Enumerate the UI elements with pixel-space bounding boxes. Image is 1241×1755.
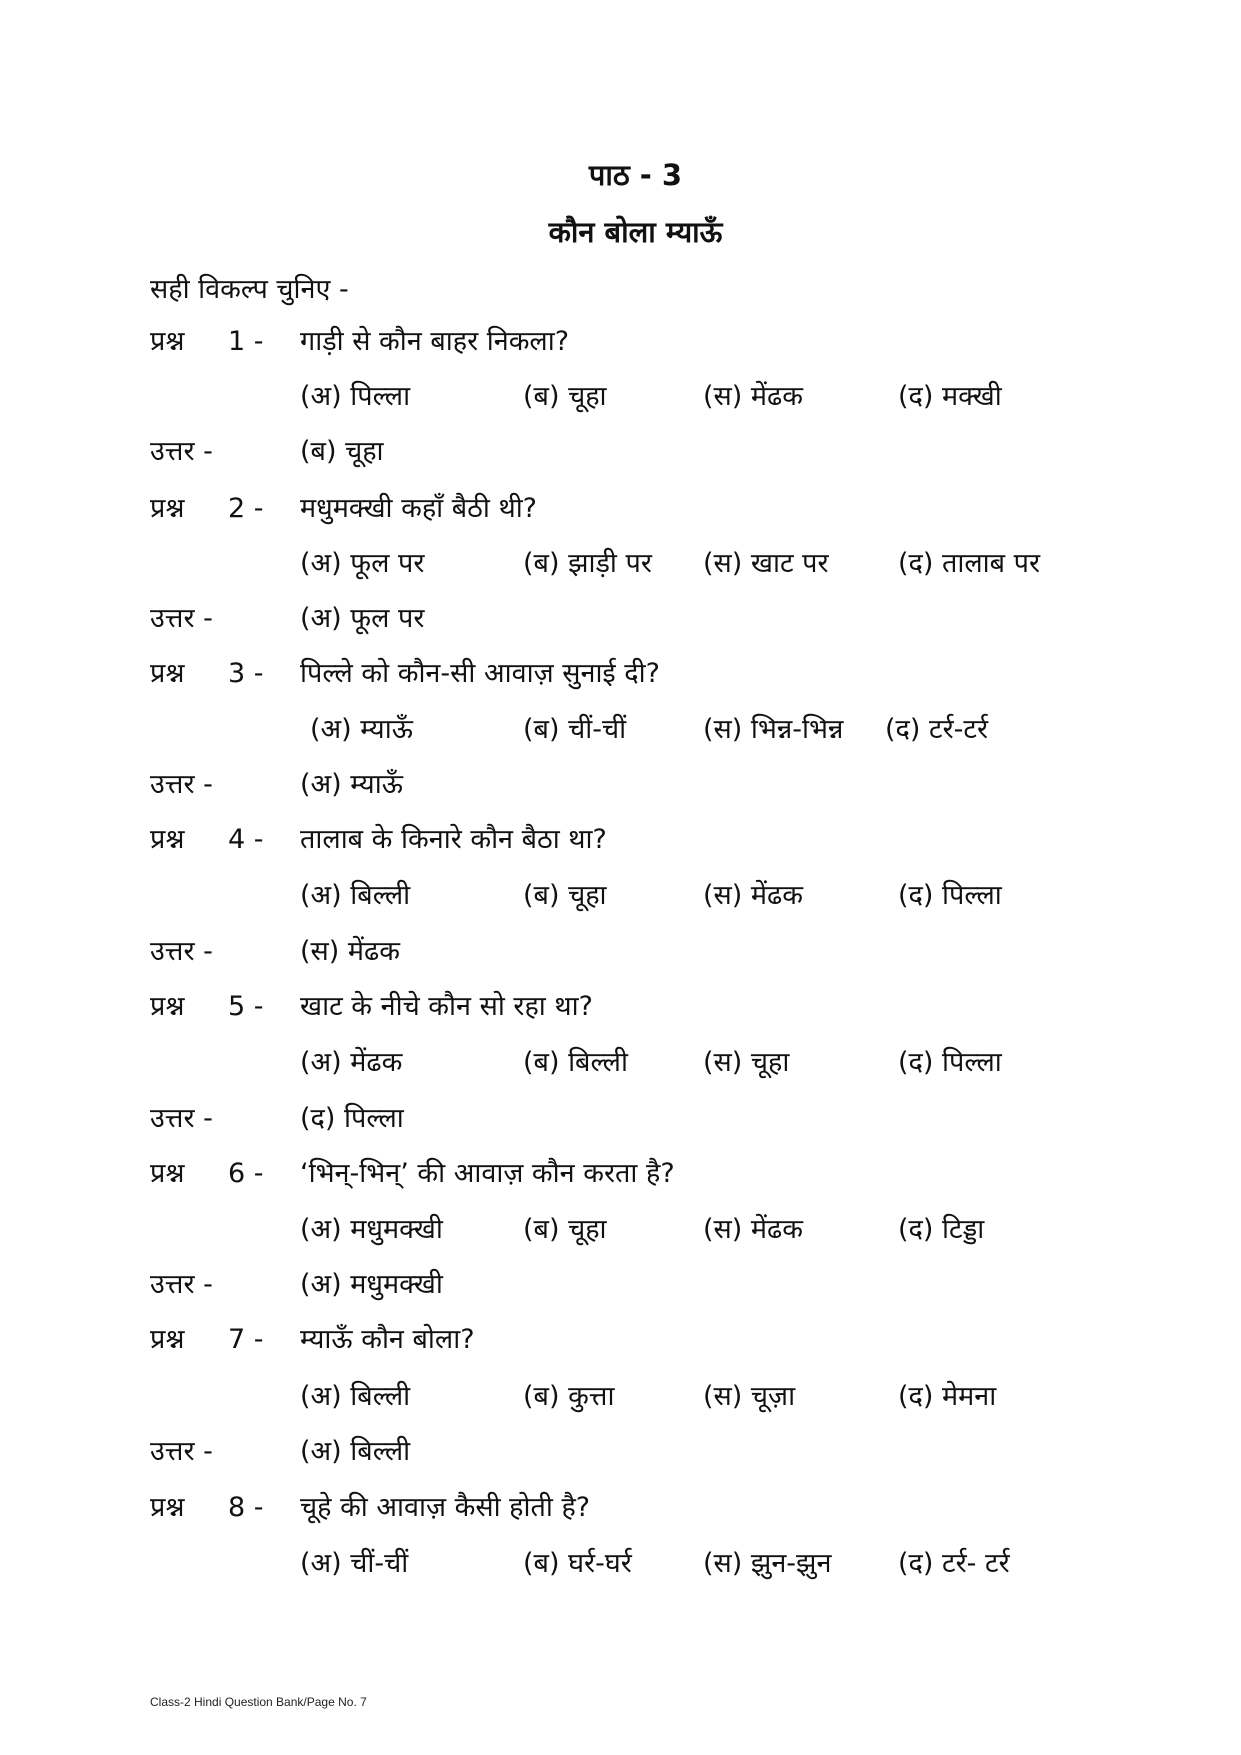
question-number: 1 -	[228, 326, 264, 357]
answer-text: (द) पिल्ला	[300, 1103, 404, 1134]
question-row	[0, 818, 1241, 862]
option-c: (स) मेंढक	[703, 381, 803, 412]
question-row	[0, 985, 1241, 1029]
options-row	[0, 542, 1241, 586]
question-number: 5 -	[228, 991, 264, 1022]
option-a: (अ) बिल्ली	[300, 880, 411, 911]
answer-label: उत्तर -	[150, 603, 213, 634]
answer-row	[0, 1097, 1241, 1141]
question-label: प्रश्न	[150, 326, 185, 357]
question-number: 6 -	[228, 1158, 264, 1189]
instruction-text: सही विकल्प चुनिए -	[150, 274, 349, 305]
question-row	[0, 487, 1241, 531]
option-a: (अ) पिल्ला	[300, 381, 411, 412]
question-row	[0, 652, 1241, 696]
option-a: (अ) मधुमक्खी	[300, 1214, 443, 1245]
option-d: (द) टिड्डा	[898, 1214, 985, 1245]
question-text: मधुमक्खी कहाँ बैठी थी?	[300, 493, 538, 524]
option-c: (स) मेंढक	[703, 1214, 803, 1245]
answer-text: (ब) चूहा	[300, 436, 384, 467]
option-d: (द) मेमना	[898, 1381, 997, 1412]
answer-label: उत्तर -	[150, 1269, 213, 1300]
question-number: 2 -	[228, 493, 264, 524]
question-label: प्रश्न	[150, 1492, 185, 1523]
option-c: (स) खाट पर	[703, 548, 829, 579]
question-text: म्याऊँ कौन बोला?	[300, 1324, 475, 1355]
option-b: (ब) चूहा	[523, 381, 607, 412]
option-a: (अ) म्याऊँ	[310, 714, 413, 745]
question-number: 8 -	[228, 1492, 264, 1523]
question-row	[0, 320, 1241, 364]
option-a: (अ) चीं-चीं	[300, 1548, 409, 1579]
page-footer: Class-2 Hindi Question Bank/Page No. 7	[150, 1695, 367, 1709]
answer-row	[0, 1430, 1241, 1474]
answer-label: उत्तर -	[150, 769, 213, 800]
question-row	[0, 1486, 1241, 1530]
option-a: (अ) फूल पर	[300, 548, 425, 579]
option-d: (द) पिल्ला	[898, 1047, 1002, 1078]
option-d: (द) पिल्ला	[898, 880, 1002, 911]
option-c: (स) भिन्न-भिन्न	[703, 714, 844, 745]
question-label: प्रश्न	[150, 824, 185, 855]
answer-label: उत्तर -	[150, 1103, 213, 1134]
question-text: खाट के नीचे कौन सो रहा था?	[300, 991, 593, 1022]
option-b: (ब) चूहा	[523, 880, 607, 911]
question-text: पिल्ले को कौन-सी आवाज़ सुनाई दी?	[300, 658, 660, 689]
option-d: (द) टर्र- टर्र	[898, 1548, 1010, 1579]
question-text: गाड़ी से कौन बाहर निकला?	[300, 326, 570, 357]
options-row	[0, 874, 1241, 918]
question-text: ‘भिन्-भिन्’ की आवाज़ कौन करता है?	[300, 1158, 675, 1189]
question-number: 3 -	[228, 658, 264, 689]
answer-label: उत्तर -	[150, 1436, 213, 1467]
lesson-title: कौन बोला म्याऊँ	[548, 215, 723, 249]
options-row	[0, 1041, 1241, 1085]
option-b: (ब) कुत्ता	[523, 1381, 615, 1412]
answer-text: (अ) मधुमक्खी	[300, 1269, 443, 1300]
answer-text: (स) मेंढक	[300, 936, 400, 967]
answer-row	[0, 430, 1241, 474]
answer-row	[0, 1263, 1241, 1307]
question-row	[0, 1318, 1241, 1362]
option-b: (ब) चीं-चीं	[523, 714, 627, 745]
question-number: 7 -	[228, 1324, 264, 1355]
answer-label: उत्तर -	[150, 936, 213, 967]
question-label: प्रश्न	[150, 493, 185, 524]
option-d: (द) टर्र-टर्र	[885, 714, 989, 745]
option-b: (ब) चूहा	[523, 1214, 607, 1245]
option-c: (स) मेंढक	[703, 880, 803, 911]
option-d: (द) मक्खी	[898, 381, 1002, 412]
question-number: 4 -	[228, 824, 264, 855]
answer-row	[0, 597, 1241, 641]
options-row	[0, 1375, 1241, 1419]
question-label: प्रश्न	[150, 1158, 185, 1189]
option-c: (स) चूज़ा	[703, 1381, 796, 1412]
option-b: (ब) झाड़ी पर	[523, 548, 652, 579]
answer-row	[0, 763, 1241, 807]
options-row	[0, 1542, 1241, 1586]
answer-text: (अ) म्याऊँ	[300, 769, 403, 800]
option-b: (ब) घर्र-घर्र	[523, 1548, 632, 1579]
answer-label: उत्तर -	[150, 436, 213, 467]
question-label: प्रश्न	[150, 1324, 185, 1355]
answer-text: (अ) बिल्ली	[300, 1436, 411, 1467]
answer-row	[0, 930, 1241, 974]
options-row	[0, 708, 1241, 752]
lesson-number: पाठ - 3	[588, 158, 683, 192]
question-row	[0, 1152, 1241, 1196]
question-text: चूहे की आवाज़ कैसी होती है?	[300, 1492, 591, 1523]
question-label: प्रश्न	[150, 658, 185, 689]
options-row	[0, 1208, 1241, 1252]
options-row	[0, 375, 1241, 419]
option-a: (अ) बिल्ली	[300, 1381, 411, 1412]
option-c: (स) झुन-झुन	[703, 1548, 832, 1579]
option-c: (स) चूहा	[703, 1047, 790, 1078]
answer-text: (अ) फूल पर	[300, 603, 425, 634]
option-b: (ब) बिल्ली	[523, 1047, 628, 1078]
question-text: तालाब के किनारे कौन बैठा था?	[300, 824, 607, 855]
question-label: प्रश्न	[150, 991, 185, 1022]
option-a: (अ) मेंढक	[300, 1047, 403, 1078]
option-d: (द) तालाब पर	[898, 548, 1041, 579]
